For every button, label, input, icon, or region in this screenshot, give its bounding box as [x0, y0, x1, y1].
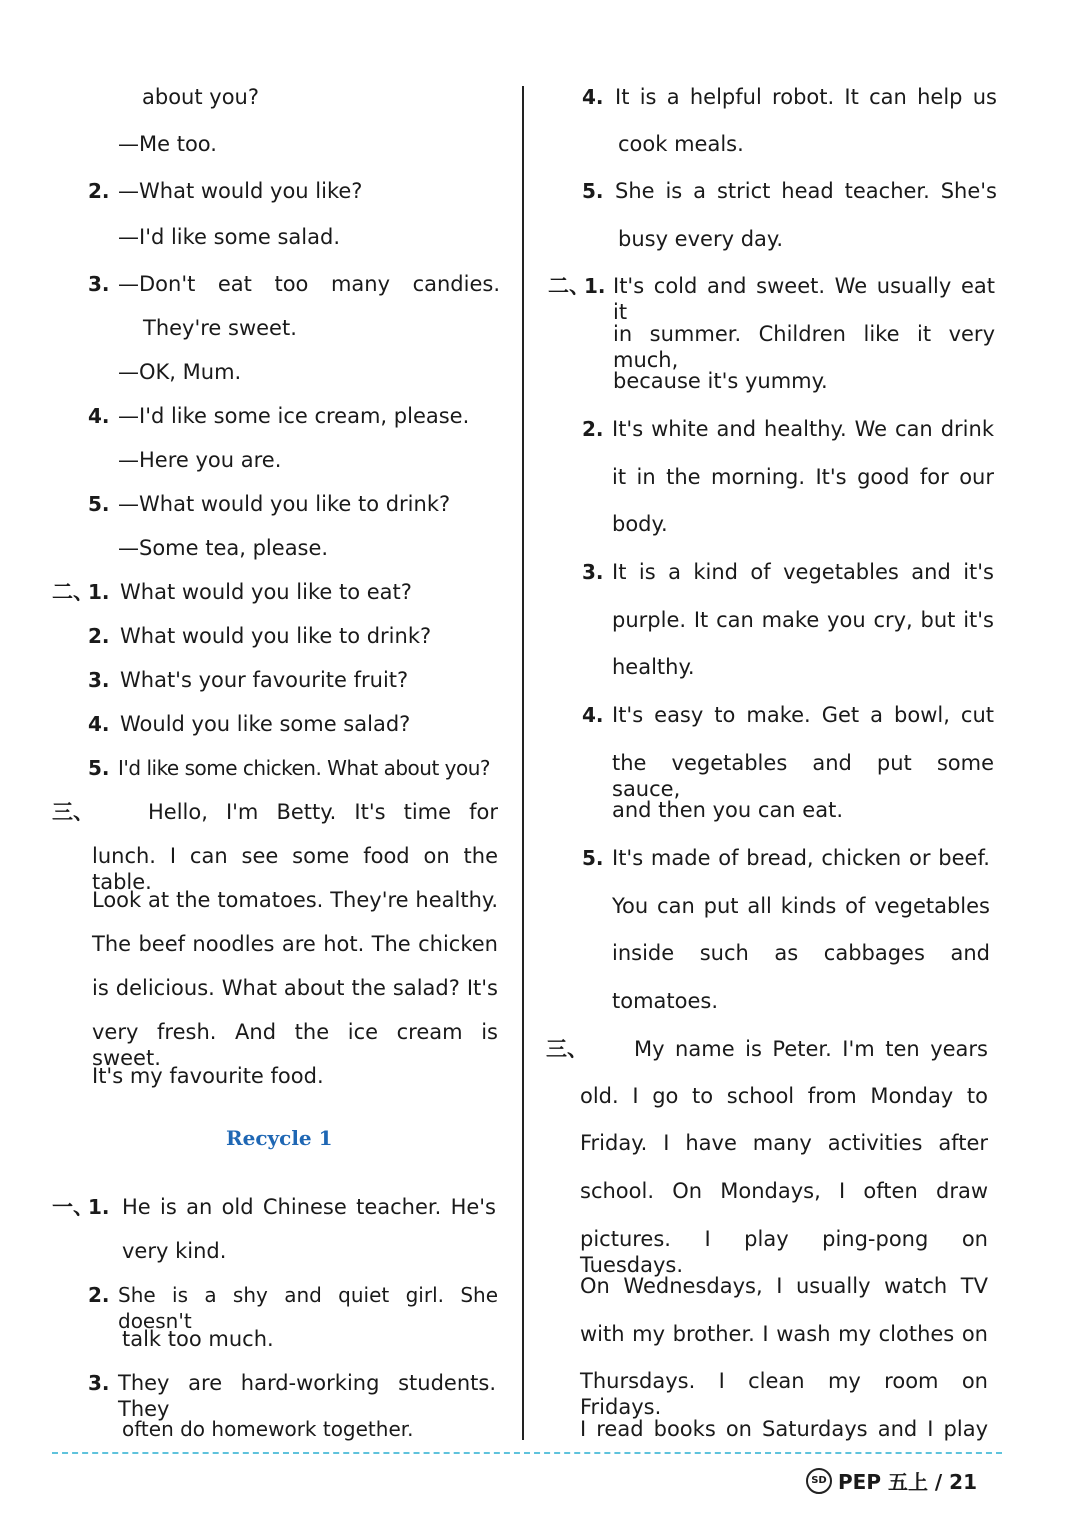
item-number: 3. — [88, 668, 110, 692]
text-line: My name is Peter. I'm ten years — [634, 1037, 988, 1061]
text-line: body. — [612, 512, 668, 536]
text-line: It is a helpful robot. It can help us — [615, 85, 997, 109]
item-number: 2. — [582, 417, 604, 441]
text-line: —Some tea, please. — [118, 536, 329, 560]
text-line: pictures. I play ping-pong on Tuesdays. — [580, 1227, 988, 1277]
text-line: —OK, Mum. — [118, 360, 242, 384]
text-line: —Don't eat too many candies. — [118, 272, 500, 296]
item-number: 4. — [582, 85, 604, 109]
text-line: —I'd like some salad. — [118, 225, 341, 249]
item-number: 2. — [88, 1283, 110, 1307]
item-number: 2. — [88, 624, 110, 648]
text-line: It's my favourite food. — [92, 1064, 324, 1088]
text-line: He is an old Chinese teacher. He's — [122, 1195, 496, 1219]
page-number: PEP 五上 / 21 — [838, 1470, 978, 1494]
text-line: What would you like to drink? — [120, 624, 432, 648]
text-line: school. On Mondays, I often draw — [580, 1179, 988, 1203]
text-line: —Here you are. — [118, 448, 282, 472]
item-number: 5. — [88, 756, 110, 780]
text-line: —Me too. — [118, 132, 217, 156]
text-line: Look at the tomatoes. They're healthy. — [92, 888, 498, 912]
section-heading-recycle: Recycle 1 — [226, 1126, 333, 1150]
text-line: They are hard-working students. They — [118, 1371, 496, 1421]
item-number: 1. — [88, 1195, 110, 1219]
item-number: 2. — [88, 179, 110, 203]
text-line: in summer. Children like it very much, — [613, 322, 995, 372]
text-line: What's your favourite fruit? — [120, 668, 409, 692]
text-line: often do homework together. — [122, 1417, 414, 1441]
page-footer — [806, 1466, 977, 1495]
text-line: it in the morning. It's good for our — [612, 465, 994, 489]
text-line: talk too much. — [122, 1327, 274, 1351]
text-line: —What would you like to drink? — [118, 492, 451, 516]
text-line: lunch. I can see some food on the table. — [92, 844, 498, 894]
text-line: because it's yummy. — [613, 369, 828, 393]
text-line: and then you can eat. — [612, 798, 843, 822]
text-line: It's made of bread, chicken or beef. — [612, 846, 990, 870]
item-number: 4. — [582, 703, 604, 727]
item-number: 3. — [88, 272, 110, 296]
item-number: 3. — [582, 560, 604, 584]
text-line: Friday. I have many activities after — [580, 1131, 988, 1155]
text-line: with my brother. I wash my clothes on — [580, 1322, 988, 1346]
text-line: about you? — [142, 85, 259, 109]
text-line: She is a strict head teacher. She's — [615, 179, 997, 203]
section-label: 二、 — [52, 580, 94, 604]
item-number: 4. — [88, 404, 110, 428]
section-label: 三、 — [546, 1037, 588, 1061]
text-line: You can put all kinds of vegetables — [612, 894, 990, 918]
text-line: On Wednesdays, I usually watch TV — [580, 1274, 988, 1298]
text-line: —I'd like some ice cream, please. — [118, 404, 470, 428]
text-line: It's cold and sweet. We usually eat it — [613, 274, 995, 324]
item-number: 1. — [584, 274, 606, 298]
item-number: 1. — [88, 580, 110, 604]
text-line: tomatoes. — [612, 989, 719, 1013]
text-line: Would you like some salad? — [120, 712, 411, 736]
text-line: cook meals. — [618, 132, 744, 156]
footer-rule — [52, 1452, 1002, 1454]
text-line: She is a shy and quiet girl. She doesn't — [118, 1283, 498, 1333]
text-line: very kind. — [122, 1239, 227, 1263]
text-line: I'd like some chicken. What about you? — [118, 756, 491, 780]
text-line: the vegetables and put some sauce, — [612, 751, 994, 801]
column-divider — [522, 86, 524, 1440]
text-line: healthy. — [612, 655, 695, 679]
text-line: is delicious. What about the salad? It's — [92, 976, 498, 1000]
text-line: Thursdays. I clean my room on Fridays. — [580, 1369, 988, 1419]
item-number: 4. — [88, 712, 110, 736]
text-line: old. I go to school from Monday to — [580, 1084, 988, 1108]
publisher-logo-icon: SD — [806, 1468, 832, 1494]
text-line: The beef noodles are hot. The chicken — [92, 932, 498, 956]
text-line: They're sweet. — [143, 316, 297, 340]
item-number: 5. — [582, 846, 604, 870]
section-label: 一、 — [52, 1195, 94, 1219]
text-line: It's easy to make. Get a bowl, cut — [612, 703, 994, 727]
text-line: It is a kind of vegetables and it's — [612, 560, 994, 584]
text-line: purple. It can make you cry, but it's — [612, 608, 994, 632]
text-line: inside such as cabbages and — [612, 941, 990, 965]
section-label: 三、 — [52, 800, 94, 824]
text-line: —What would you like? — [118, 179, 363, 203]
text-line: very fresh. And the ice cream is sweet. — [92, 1020, 498, 1070]
text-line: It's white and healthy. We can drink — [612, 417, 994, 441]
text-line: Hello, I'm Betty. It's time for — [148, 800, 498, 824]
section-label: 二、 — [548, 274, 590, 298]
text-line: I read books on Saturdays and I play — [580, 1417, 988, 1441]
text-line: What would you like to eat? — [120, 580, 412, 604]
item-number: 3. — [88, 1371, 110, 1395]
text-line: busy every day. — [618, 227, 783, 251]
item-number: 5. — [582, 179, 604, 203]
item-number: 5. — [88, 492, 110, 516]
